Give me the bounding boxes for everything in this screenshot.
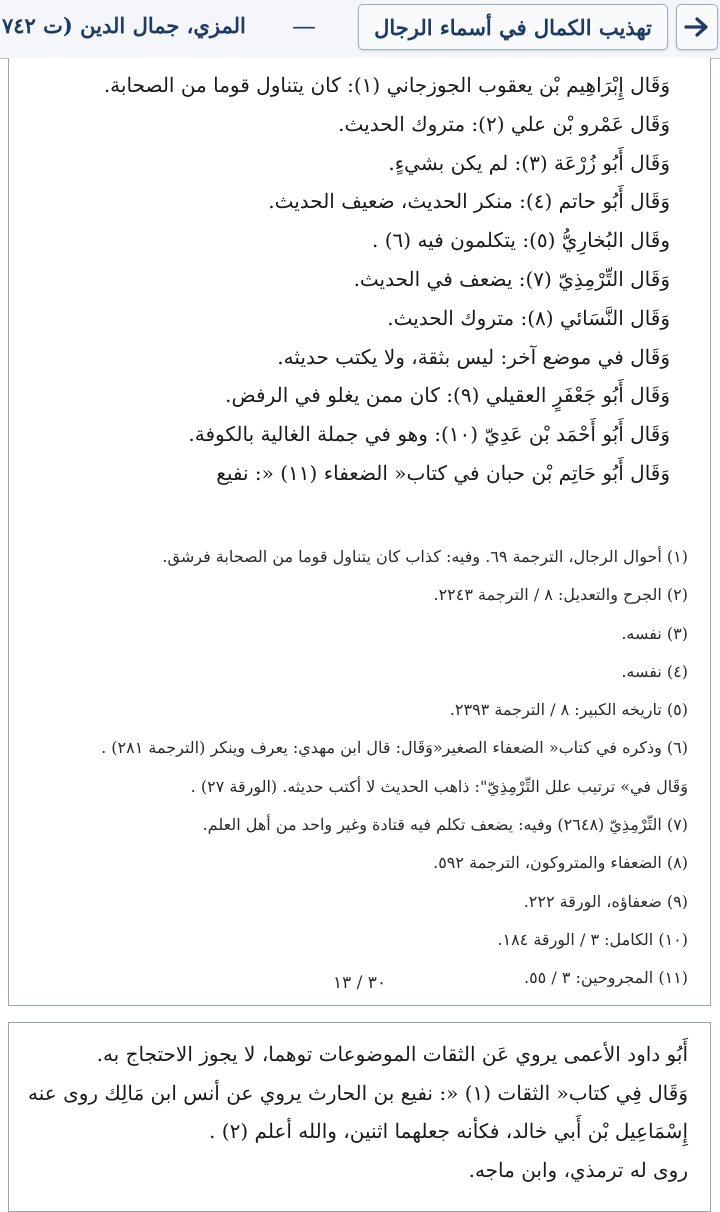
- main-text: [28, 1035, 688, 1189]
- text-line: وَقَال أَبُو حَاتِم بْن حبان في كتاب« الضعفاء (١١) «: نفيع: [216, 460, 670, 485]
- main-text: [40, 66, 670, 493]
- text-line: وَقَال فِي كتاب« الثقات (١) «: نفيع بن الحارث يروي عن أنس ابن مَالِك روى عنه: [28, 1080, 688, 1105]
- footnote: (١) أحوال الرجال، الترجمة ٦٩. وفيه: كذاب كان يتناول قوما من الصحابة فرشق.: [162, 547, 688, 566]
- text-line: وَقَال أَبُو زُرْعَة (٣): لم يكن بشيءٍ.: [388, 150, 670, 175]
- text-line: إِسْمَاعِيل بْن أَبي خالد، فكأنه جعلهما اثنين، والله أعلم (٢) .: [209, 1119, 688, 1143]
- footnotes: [28, 538, 688, 998]
- text-line: وَقَال عَمْرو بْن علي (٢): متروك الحديث.: [338, 111, 670, 136]
- text-line: وَقَال أَبُو جَعْفَرٍ العقيلي (٩): كان ممن يغلو في الرفض.: [225, 383, 670, 408]
- title-separator: —: [292, 12, 316, 40]
- footnote: (٧) التِّرْمِذِيّ (٢٦٤٨) وفيه: يضعف تكلم فيه قتادة وغير واحد من أهل العلم.: [202, 815, 688, 835]
- text-line: وَقَال أَبُو حاتم (٤): منكر الحديث، ضعيف الحديث.: [268, 189, 670, 214]
- page-number: ٣٠ / ١٣: [332, 973, 387, 993]
- footnote: (٦) وذكره في كتاب« الضعفاء الصغير«وَقَال: قال ابن مهدي: يعرف وينكر (الترجمة ٢٨١) .: [101, 738, 688, 758]
- back-button[interactable]: [676, 4, 718, 50]
- arrow-right-icon: [684, 16, 710, 38]
- text-line: وقَال البُخارِيُّ (٥): يتكلمون فيه (٦) .: [372, 228, 670, 253]
- book-title-button[interactable]: تهذيب الكمال في أسماء الرجال: [358, 4, 668, 50]
- footnote: (١٠) الكامل: ٣ / الورقة ١٨٤.: [497, 929, 688, 949]
- next-book-page: [8, 1022, 711, 1212]
- footnote: (٢) الجرح والتعديل: ٨ / الترجمة ٢٢٤٣.: [433, 585, 688, 605]
- footnote: (٣) نفسه.: [621, 623, 688, 643]
- top-bar: [0, 0, 720, 59]
- footnote: (٤) نفسه.: [621, 661, 688, 681]
- footnote: (٥) تاريخه الكبير: ٨ / الترجمة ٢٣٩٣.: [449, 700, 688, 720]
- text-line: أَبُو داود الأعمى يروي عَن الثقات الموضوعات توهما، لا يجوز الاحتجاج به.: [96, 1042, 688, 1066]
- footnote: (١١) المجروحين: ٣ / ٥٥.: [523, 968, 688, 988]
- text-line: وَقَال إِبْرَاهِيم بْن يعقوب الجوزجاني (١): كان يتناول قوما من الصحابة.: [103, 73, 670, 97]
- text-line: وَقَال التِّرْمِذِيّ (٧): يضعف في الحديث.: [353, 266, 670, 291]
- author-link[interactable]: [0, 4, 280, 48]
- footnote: وَقَال في» ترتيب علل التِّرْمِذِيّ": ذاهب الحديث لا أكتب حديثه. (الورقة ٢٧) .: [190, 776, 688, 796]
- text-line: وَقَال في موضع آخر: ليس بثقة، ولا يكتب حديثه.: [277, 344, 670, 369]
- text-line: وَقَال أَبُو أَحْمَد بْن عَدِيّ (١٠): وهو في جملة الغالية بالكوفة.: [188, 422, 670, 447]
- footnote: (٩) ضعفاؤه، الورقة ٢٢٢.: [523, 891, 688, 911]
- footnote: (٨) الضعفاء والمتروكون، الترجمة ٥٩٢.: [433, 853, 688, 873]
- book-page: [8, 58, 711, 1006]
- text-line: وَقَال النَّسَائي (٨): متروك الحديث.: [387, 305, 670, 330]
- text-line: روى له ترمذي، وابن ماجه.: [468, 1157, 688, 1182]
- author-label: المزي، جمال الدين (ت ٧٤٢: [2, 13, 246, 38]
